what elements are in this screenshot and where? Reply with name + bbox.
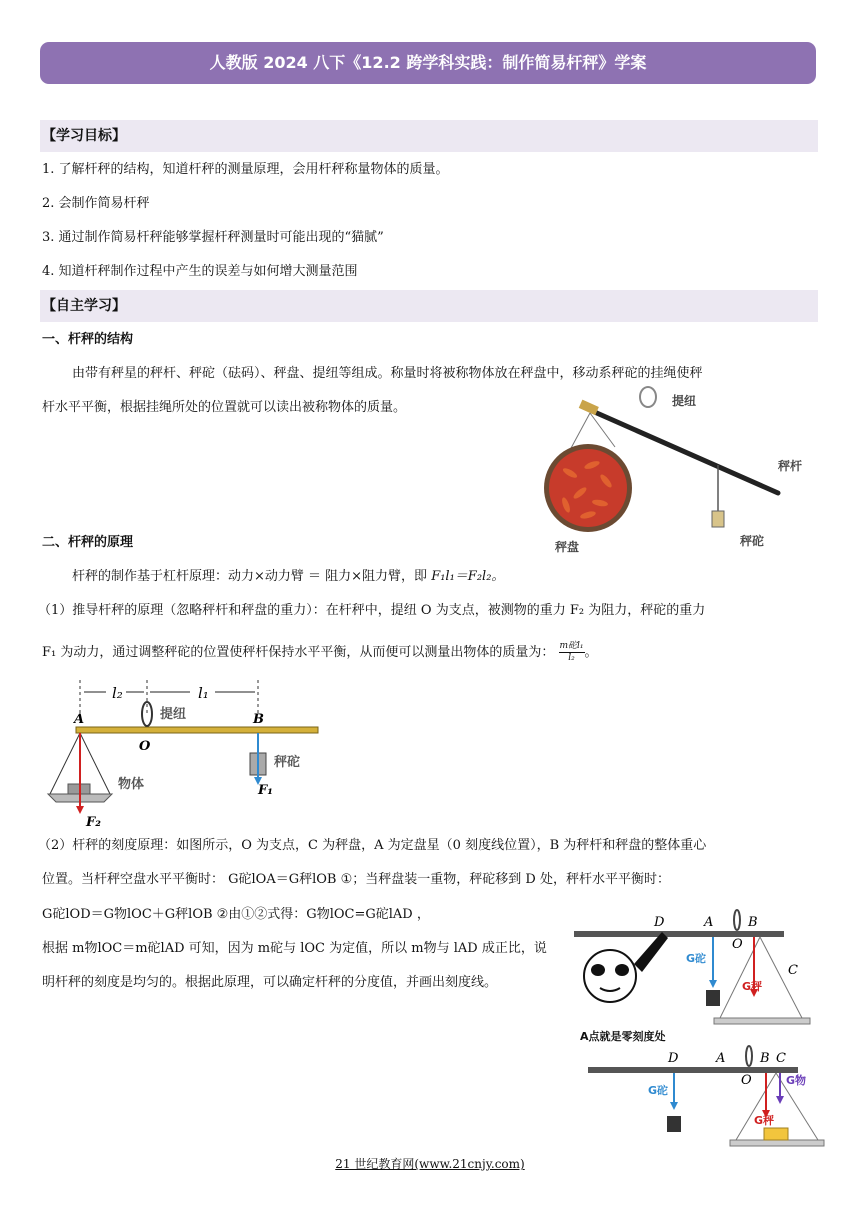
label-F2: F₂ (86, 815, 101, 828)
page-title: 人教版 2024 八下《12.2 跨学科实践：制作简易杆秤》学案 (40, 42, 816, 84)
label-tizu-d1: 提纽 (160, 707, 187, 722)
section-heading-goals: 【学习目标】 (40, 120, 818, 152)
label-O-d2: O (732, 937, 743, 952)
label-A-d2: A (704, 915, 714, 930)
goal-item-3: 3. 通过制作简易杆秤能够掌握杆秤测量时可能出现的“猫腻” (42, 230, 384, 245)
label-D-d3: D (668, 1051, 679, 1066)
p2-line1: （2）杆秤的刻度原理：如图所示，O 为支点，C 为秤盘，A 为定盘星（0 刻度线位置），B 为秤杆和秤盘的整体重心 (38, 838, 707, 853)
steelyard-figure (540, 385, 820, 560)
goal-item-1: 1. 了解杆秤的结构，知道杆秤的测量原理，会用杆秤称量物体的质量。 (42, 162, 449, 177)
label-chenggan: 秤杆 (778, 459, 803, 473)
lever-principle-diagram (40, 676, 330, 828)
p1-line2 (42, 641, 598, 664)
fraction-end: 。 (584, 645, 598, 660)
lever-formula: F₁l₁＝F₂l₂。 (431, 569, 505, 584)
mass-fraction (559, 641, 585, 664)
fraction-denominator: l₂ (568, 653, 575, 663)
label-C-d3: C (776, 1051, 786, 1066)
label-B-d2: B (748, 915, 758, 930)
p1-line2-text: F₁ 为动力，通过调整秤砣的位置使秤杆保持水平平衡，从而便可以测量出物体的质量为： (42, 645, 555, 660)
p2-line2: 位置。当杆秤空盘水平平衡时： G砣lOA＝G秤lOB ①；当秤盘装一重物，秤砣移到 D 处，秤杆水平平衡时： (42, 872, 670, 887)
label-O-d1: O (139, 739, 151, 754)
part2-intro (72, 567, 504, 587)
label-F1: F₁ (258, 783, 273, 798)
p1-line1: （1）推导杆秤的原理（忽略秤杆和秤盘的重力）：在杆秤中，提纽 O 为支点，被测物的重力 F₂ 为阻力，秤砣的重力 (38, 603, 706, 618)
label-wuti: 物体 (118, 777, 145, 792)
part1-heading: 一、杆秤的结构 (42, 332, 134, 347)
part1-para-line2: 杆水平平衡，根据挂绳所处的位置就可以读出被称物体的质量。 (42, 400, 407, 415)
zero-mark-caption: A点就是零刻度处 (580, 1030, 666, 1043)
label-A-d1: A (74, 712, 85, 727)
p2-line4: 根据 m物lOC＝m砣lAD 可知，因为 m砣与 lOC 为定值，所以 m物与 lAD 成正比，说 (42, 941, 547, 956)
label-A-d3: A (716, 1051, 726, 1066)
label-gcheng-d3: G秤 (754, 1114, 775, 1127)
p2-line5: 明杆秤的刻度是均匀的。根据此原理，可以确定杆秤的分度值，并画出刻度线。 (42, 975, 498, 990)
label-chengtuo-d1: 秤砣 (274, 755, 301, 770)
label-l2: l₂ (112, 684, 123, 702)
label-gcheng-d2: G秤 (742, 980, 763, 993)
p2-line3: G砣lOD＝G物lOC＋G秤lOB ②由①②式得：G物lOC=G砣lAD ， (42, 907, 430, 922)
goal-item-4: 4. 知道杆秤制作过程中产生的误差与如何增大测量范围 (42, 264, 358, 279)
part2-heading: 二、杆秤的原理 (42, 535, 134, 550)
label-gtuo-d3: G砣 (648, 1084, 669, 1097)
label-chengpan: 秤盘 (555, 540, 580, 554)
loaded-pan-diagram (586, 1042, 828, 1150)
label-chengtuo: 秤砣 (740, 534, 765, 548)
goal-item-2: 2. 会制作简易杆秤 (42, 196, 150, 211)
part2-intro-text: 杆秤的制作基于杠杆原理：动力×动力臂 ＝ 阻力×阻力臂，即 (72, 569, 428, 584)
label-gwu-d3: G物 (786, 1074, 807, 1087)
label-B-d3: B (760, 1051, 770, 1066)
footer-link[interactable]: 21 世纪教育网(www.21cnjy.com) (335, 1157, 525, 1171)
label-D-d2: D (654, 915, 665, 930)
label-C-d2: C (788, 963, 798, 978)
label-B-d1: B (253, 712, 264, 727)
empty-pan-diagram (572, 906, 818, 1046)
part1-para-line1: 由带有秤星的秤杆、秤砣（砝码）、秤盘、提纽等组成。称量时将被称物体放在秤盘中，移动系秤砣的挂绳使秤 (72, 366, 703, 381)
label-O-d3: O (741, 1073, 752, 1088)
label-l1: l₁ (198, 684, 209, 702)
fraction-numerator: m砣l₁ (559, 641, 584, 651)
label-tizu: 提纽 (672, 394, 697, 408)
section-heading-self-study: 【自主学习】 (40, 290, 818, 322)
label-gtuo-d2: G砣 (686, 952, 707, 965)
